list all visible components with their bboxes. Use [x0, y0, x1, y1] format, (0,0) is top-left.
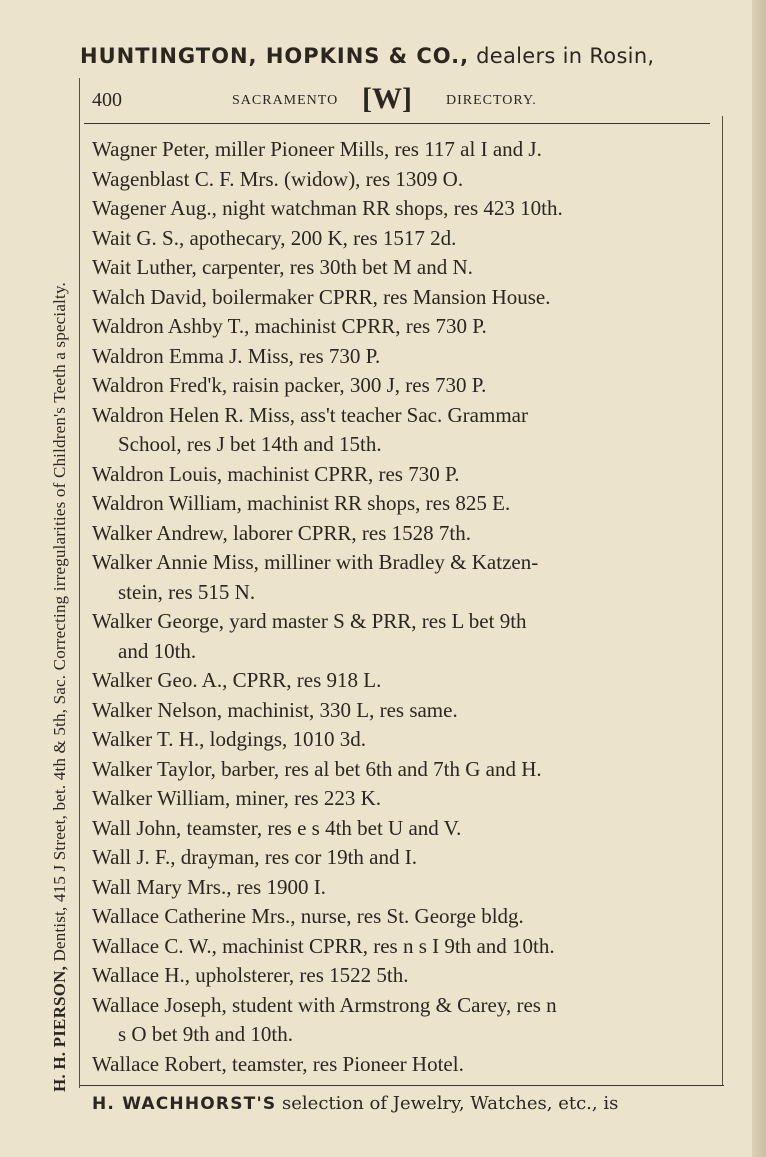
directory-entry	[92, 666, 704, 696]
side-advertisement	[50, 72, 70, 1092]
entry-text: Waldron Fred'k, raisin packer, 300 J, res 730 P.	[92, 373, 487, 397]
bottom-advertisement-banner	[92, 1093, 722, 1114]
directory-entry	[92, 873, 704, 903]
entry-text: Wait Luther, carpenter, res 30th bet M and N.	[92, 255, 473, 279]
header-city: SACRAMENTO	[232, 93, 339, 108]
entry-continuation: stein, res 515 N.	[118, 579, 256, 604]
side-ad-text: Dentist, 415 J Street, bet. 4th & 5th, Sac. Correcting irregularities of Children's Teeth a specialty.	[50, 282, 69, 966]
directory-entry	[92, 224, 704, 254]
entry-continuation: s O bet 9th and 10th.	[118, 1022, 293, 1046]
directory-entry	[92, 902, 704, 932]
entry-text: Walker George, yard master S & PRR, res L bet 9th	[92, 609, 527, 633]
entry-text: Walker Andrew, laborer CPRR, res 1528 7th.	[92, 520, 471, 545]
directory-entry	[92, 194, 704, 224]
directory-entry	[92, 548, 704, 607]
entry-text: Walker William, miner, res 223 K.	[92, 786, 381, 810]
directory-entry	[92, 135, 704, 165]
bottom-banner-text: selection of Jewelry, Watches, etc., is	[276, 1093, 619, 1114]
entry-text: Wall Mary Mrs., res 1900 I.	[92, 874, 326, 899]
entry-text: Walker Annie Miss, milliner with Bradley & Katzen-	[92, 550, 539, 574]
entry-text: Wagner Peter, miller Pioneer Mills, res 117 al I and J.	[92, 137, 542, 161]
header-letter: [W]	[362, 82, 412, 115]
entry-text: Walker T. H., lodgings, 1010 3d.	[92, 727, 367, 751]
directory-entry	[92, 991, 704, 1050]
directory-entry	[92, 519, 704, 549]
top-banner-text: dealers in Rosin,	[469, 44, 655, 68]
directory-entry	[92, 755, 704, 785]
entry-text: Wallace Joseph, student with Armstrong & Carey, res n	[92, 992, 557, 1017]
side-ad-name: H. H. PIERSON,	[50, 965, 69, 1092]
directory-entry	[92, 696, 704, 726]
directory-entry	[92, 460, 704, 490]
entry-text: Waldron William, machinist RR shops, res 825 E.	[92, 491, 511, 515]
directory-entry	[92, 961, 704, 991]
directory-entry	[92, 283, 704, 313]
top-banner-firm: HUNTINGTON, HOPKINS & CO.,	[80, 44, 470, 68]
header-title: DIRECTORY.	[446, 93, 537, 108]
directory-entries	[92, 135, 704, 1079]
directory-entry	[92, 932, 704, 962]
running-header	[92, 82, 712, 116]
entry-text: Walker Taylor, barber, res al bet 6th and 7th G and H.	[92, 756, 542, 781]
entry-text: Wagener Aug., night watchman RR shops, res 423 10th.	[92, 196, 563, 220]
frame-left-rule	[79, 78, 80, 1088]
directory-entry	[92, 342, 704, 372]
entry-text: Walker Geo. A., CPRR, res 918 L.	[92, 668, 382, 692]
page-edge	[752, 0, 766, 1157]
bottom-banner-name: H. WACHHORST'S	[92, 1094, 277, 1114]
entry-text: Wallace Catherine Mrs., nurse, res St. George bldg.	[92, 904, 524, 928]
bottom-rule	[80, 1085, 724, 1086]
directory-entry	[92, 489, 704, 519]
entry-text: Wallace H., upholsterer, res 1522 5th.	[92, 963, 409, 987]
header-rule	[84, 123, 710, 124]
directory-entry	[92, 843, 704, 873]
entry-text: Waldron Helen R. Miss, ass't teacher Sac. Grammar	[92, 402, 528, 427]
entry-text: Wall J. F., drayman, res cor 19th and I.	[92, 845, 417, 869]
entry-text: Walker Nelson, machinist, 330 L, res same.	[92, 697, 458, 722]
directory-entry	[92, 253, 704, 283]
directory-entry	[92, 725, 704, 755]
directory-entry	[92, 607, 704, 666]
entry-text: Wallace Robert, teamster, res Pioneer Hotel.	[92, 1051, 464, 1076]
page-number: 400	[92, 89, 122, 111]
directory-entry	[92, 814, 704, 844]
entry-text: Waldron Emma J. Miss, res 730 P.	[92, 343, 381, 368]
directory-entry	[92, 312, 704, 342]
top-advertisement-banner	[80, 44, 730, 68]
entry-text: Walch David, boilermaker CPRR, res Mansion House.	[92, 284, 551, 309]
entry-text: Waldron Ashby T., machinist CPRR, res 730 P.	[92, 314, 487, 338]
directory-entry	[92, 401, 704, 460]
entry-continuation: School, res J bet 14th and 15th.	[118, 432, 382, 456]
directory-entry	[92, 1050, 704, 1080]
frame-right-rule	[722, 116, 723, 1086]
directory-entry	[92, 371, 704, 401]
entry-text: Wallace C. W., machinist CPRR, res n s I 9th and 10th.	[92, 933, 555, 958]
entry-text: Wait G. S., apothecary, 200 K, res 1517 2d.	[92, 225, 457, 250]
entry-text: Wagenblast C. F. Mrs. (widow), res 1309 O.	[92, 166, 464, 191]
entry-text: Waldron Louis, machinist CPRR, res 730 P.	[92, 461, 460, 486]
entry-text: Wall John, teamster, res e s 4th bet U and V.	[92, 815, 462, 840]
entry-continuation: and 10th.	[118, 638, 197, 663]
directory-entry	[92, 165, 704, 195]
directory-entry	[92, 784, 704, 814]
